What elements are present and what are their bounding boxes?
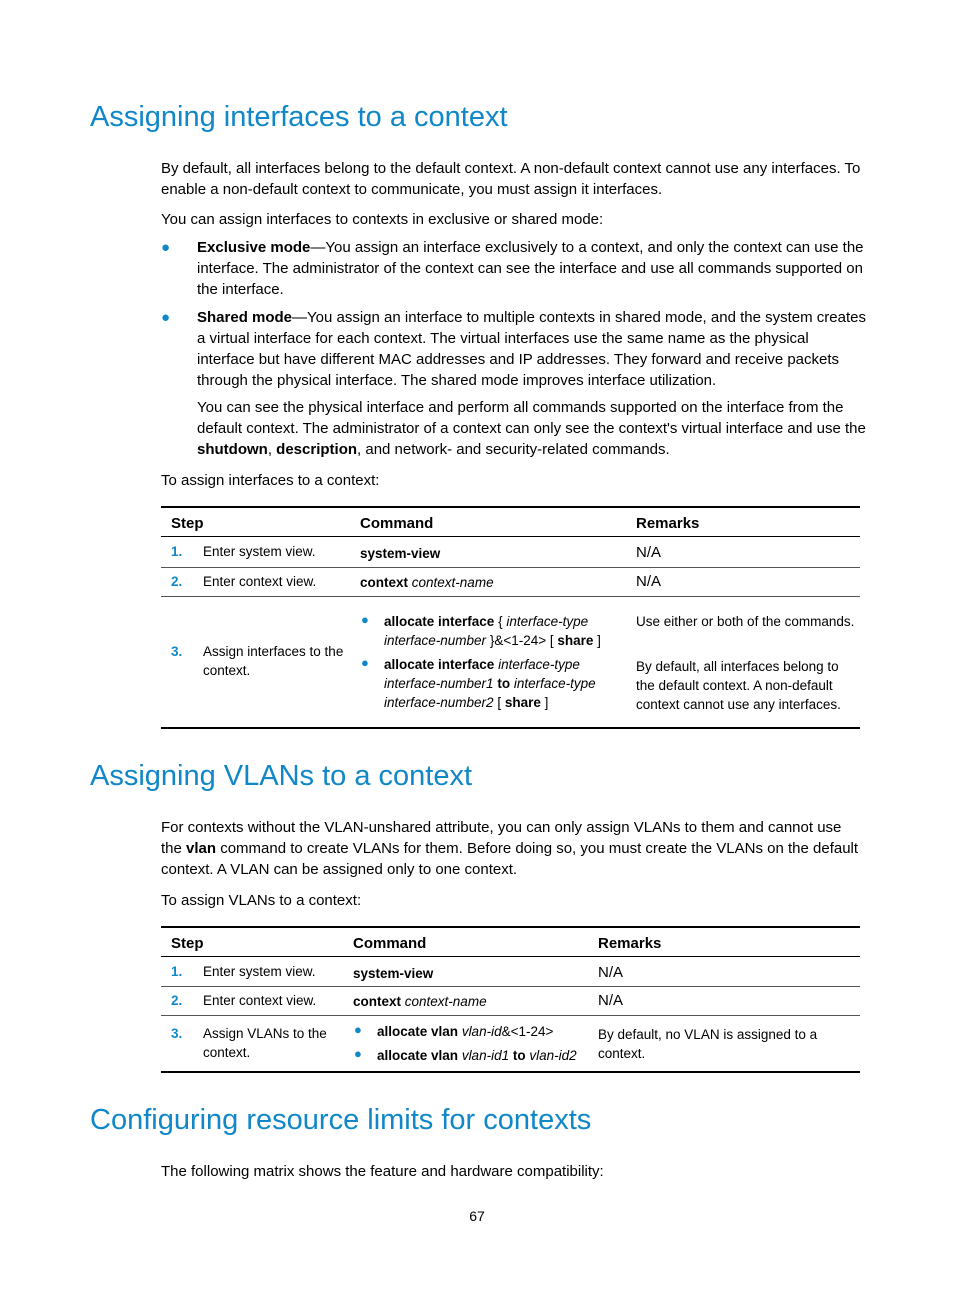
command-keyword: context [360,575,409,590]
command-text: system-view [353,966,434,981]
table-rule [161,567,860,568]
command-argument: interface-type interface-number [384,614,589,648]
header-remarks: Remarks [598,935,662,952]
section-title-interfaces: Assigning interfaces to a context [90,101,508,133]
text: , and network- and security-related commands. [357,441,670,458]
page-number: 67 [469,1208,485,1224]
term: Exclusive mode [197,239,311,256]
remarks-text: By default, all interfaces belong to the default context. A non-default context cannot use any interfaces. [636,659,841,712]
text: }&<1-24> [ [486,633,558,648]
term: Shared mode [197,309,293,326]
table-rule [161,956,860,957]
header-step: Step [171,935,204,952]
section-title-resource-limits: Configuring resource limits for contexts [90,1104,592,1136]
paragraph [161,817,866,880]
command-keyword: description [276,441,358,458]
table-rule [161,596,860,597]
command-text [377,1046,592,1065]
bullet-text: —You assign an interface exclusively to a context, and only the context can use the interface. The administrator of the context can see the interface and use all commands supported on the interface. [197,239,864,298]
paragraph: By default, all interfaces belong to the default context. A non-default context cannot use any interfaces. To enable a non-default context to communicate, you must assign it interfaces. [161,160,861,198]
bullet-item-shared [197,307,867,391]
command-text [377,1022,592,1041]
text: [ [493,695,505,710]
table-rule [161,1071,860,1073]
command-keyword: vlan [186,840,217,857]
text: For contexts without the VLAN-unshared attribute, you can only assign VLANs to them and cannot use the [161,819,842,857]
table-rule [161,986,860,987]
step-number: 1. [171,544,183,559]
step-number: 1. [171,964,183,979]
command-text [384,655,616,712]
table-rule [161,1015,860,1016]
remarks-text: N/A [636,573,662,590]
command-argument: context-name [404,994,487,1009]
header-remarks: Remarks [636,515,700,532]
header-step: Step [171,515,204,532]
bullet-item-exclusive [197,237,867,300]
remarks-text: Use either or both of the commands. [636,614,855,629]
command-keyword: shutdown [197,441,268,458]
step-number: 2. [171,574,183,589]
command-keyword: allocate interface [384,614,495,629]
command-text: system-view [360,546,441,561]
text: ] [593,633,601,648]
command-keyword: to [497,676,511,691]
command-keyword: to [512,1048,526,1063]
command-argument: vlan-id [461,1024,502,1039]
step-text: Enter context view. [203,993,317,1008]
command-text [353,992,487,1011]
section-title-vlans: Assigning VLANs to a context [90,760,473,792]
step-text: Enter system view. [203,964,316,979]
text: ] [540,695,549,710]
command-text [360,573,494,592]
step-text: Enter system view. [203,544,316,559]
table-rule [161,506,860,508]
remarks-text: N/A [636,544,662,561]
paragraph: The following matrix shows the feature and hardware compatibility: [161,1163,604,1180]
table-rule [161,926,860,928]
step-text: Enter context view. [203,574,317,589]
table-rule [161,727,860,729]
header-command: Command [360,515,434,532]
step-number: 3. [171,644,183,659]
remarks-text: N/A [598,964,624,981]
step-text: Assign VLANs to the context. [203,1026,327,1060]
step-number: 3. [171,1026,183,1041]
remarks-text: By default, no VLAN is assigned to a context. [598,1027,818,1061]
command-argument: interface-type interface-number2 [384,676,596,710]
bullet-icon: ● [161,239,171,256]
text: { [494,614,507,629]
bullet-icon: ● [354,1022,362,1037]
command-keyword: share [504,695,541,710]
table-intro: To assign interfaces to a context: [161,472,380,489]
command-keyword: share [557,633,594,648]
text: &<1-24> [501,1024,554,1039]
command-argument: interface-type interface-number1 [384,657,580,691]
command-keyword: allocate interface [384,657,495,672]
bullet-subparagraph [197,397,867,460]
bullet-icon: ● [361,612,369,627]
command-keyword: context [353,994,402,1009]
command-text [384,612,616,650]
text: command to create VLANs for them. Before doing so, you must create the VLANs on the default context. A VLAN can be assigned only to one context. [161,840,859,878]
step-text: Assign interfaces to the context. [203,644,344,678]
bullet-icon: ● [161,309,171,326]
bullet-icon: ● [354,1046,362,1061]
remarks-text: N/A [598,992,624,1009]
header-command: Command [353,935,427,952]
command-argument: context-name [411,575,494,590]
table-intro: To assign VLANs to a context: [161,892,362,909]
bullet-text: —You assign an interface to multiple contexts in shared mode, and the system creates a virtual interface for each context. The virtual interfaces use the same name as the physical interface but have different MAC addresses and IP addresses. They forward and receive packets through the physical interface. The shared mode improves interface utilization. [197,309,866,389]
paragraph: You can assign interfaces to contexts in exclusive or shared mode: [161,211,604,228]
command-keyword: allocate vlan [377,1024,459,1039]
step-number: 2. [171,993,183,1008]
bullet-icon: ● [361,655,369,670]
command-argument: vlan-id1 [461,1048,510,1063]
table-rule [161,536,860,537]
command-argument: vlan-id2 [529,1048,577,1063]
text: You can see the physical interface and perform all commands supported on the interface from the default context. The administrator of a context can only see the context's virtual interface and use the [197,399,866,437]
text: , [267,441,277,458]
command-keyword: allocate vlan [377,1048,459,1063]
